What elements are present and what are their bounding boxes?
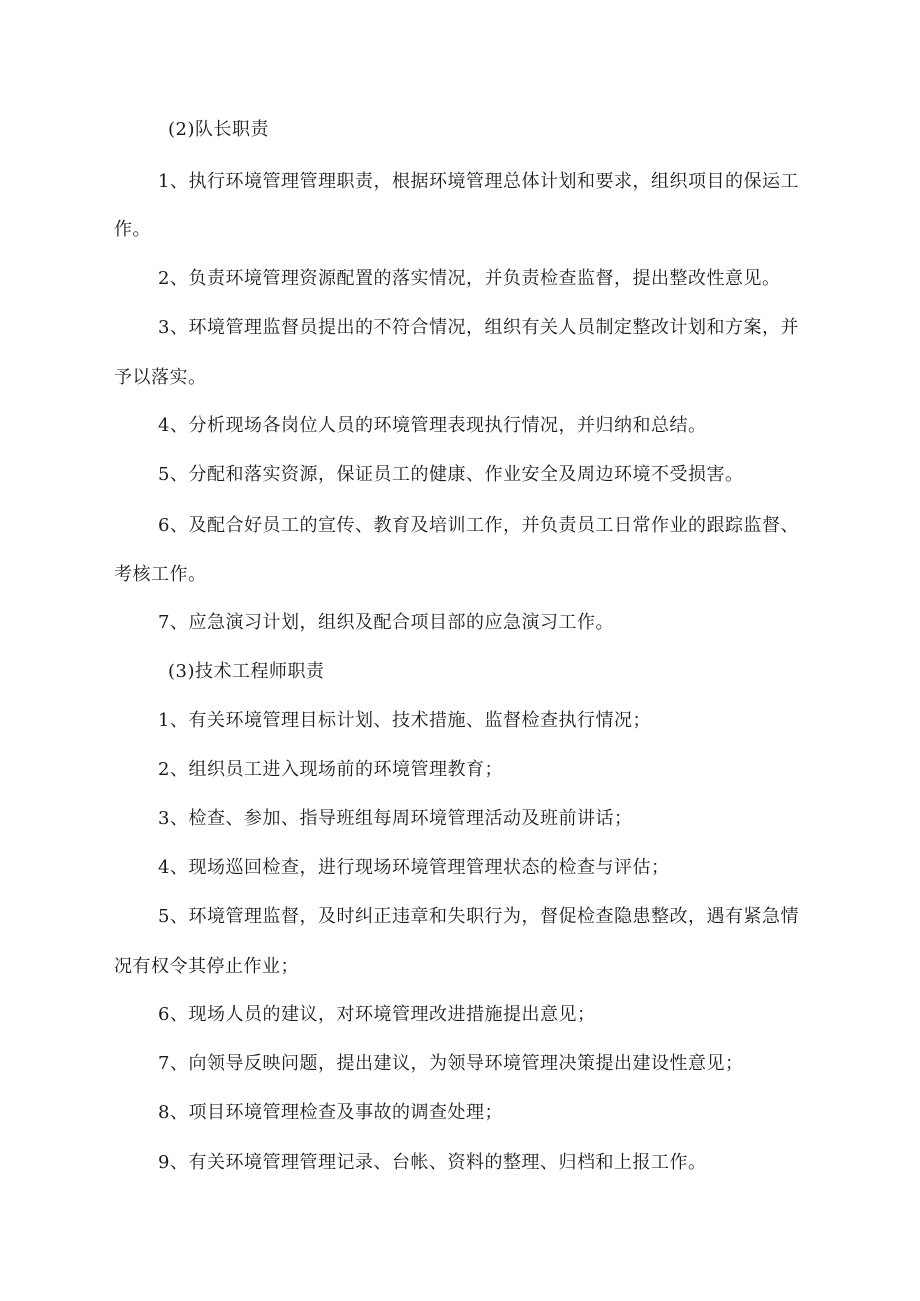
paragraph-line: 7、应急演习计划，组织及配合项目部的应急演习工作。 [158,612,614,633]
paragraph-line: 4、现场巡回检查，进行现场环境管理管理状态的检查与评估； [158,857,670,878]
paragraph-line: 8、项目环境管理检查及事故的调查处理； [158,1102,503,1123]
paragraph-line: 考核工作。 [114,564,207,585]
paragraph-line: 2、负责环境管理资源配置的落实情况，并负责检查监督，提出整改性意见。 [158,268,781,289]
paragraph-line: 4、分析现场各岗位人员的环境管理表现执行情况，并归纳和总结。 [158,415,707,436]
paragraph-line: 3、检查、参加、指导班组每周环境管理活动及班前讲话； [158,808,633,829]
section-heading-captain-duties: (2)队长职责 [168,119,269,140]
paragraph-line: 6、现场人员的建议，对环境管理改进措施提出意见； [158,1004,596,1025]
paragraph-line: 2、组织员工进入现场前的环境管理教育； [158,759,503,780]
section-heading-engineer-duties: (3)技术工程师职责 [168,661,325,682]
paragraph-line: 况有权令其停止作业； [114,956,299,977]
paragraph-line: 5、分配和落实资源，保证员工的健康、作业安全及周边环境不受损害。 [158,464,744,485]
paragraph-line: 9、有关环境管理管理记录、台帐、资料的整理、归档和上报工作。 [158,1152,707,1173]
paragraph-line: 作。 [114,219,151,240]
paragraph-line: 3、环境管理监督员提出的不符合情况，组织有关人员制定整改计划和方案，并 [158,317,799,338]
paragraph-line: 1、有关环境管理目标计划、技术措施、监督检查执行情况； [158,710,651,731]
paragraph-line: 1、执行环境管理管理职责，根据环境管理总体计划和要求，组织项目的保运工 [158,171,799,192]
paragraph-line: 5、环境管理监督，及时纠正违章和失职行为，督促检查隐患整改，遇有紧急情 [158,906,799,927]
paragraph-line: 7、向领导反映问题，提出建议，为领导环境管理决策提出建设性意见； [158,1053,744,1074]
paragraph-line: 6、及配合好员工的宣传、教育及培训工作，并负责员工日常作业的跟踪监督、 [158,515,799,536]
paragraph-line: 予以落实。 [114,367,207,388]
